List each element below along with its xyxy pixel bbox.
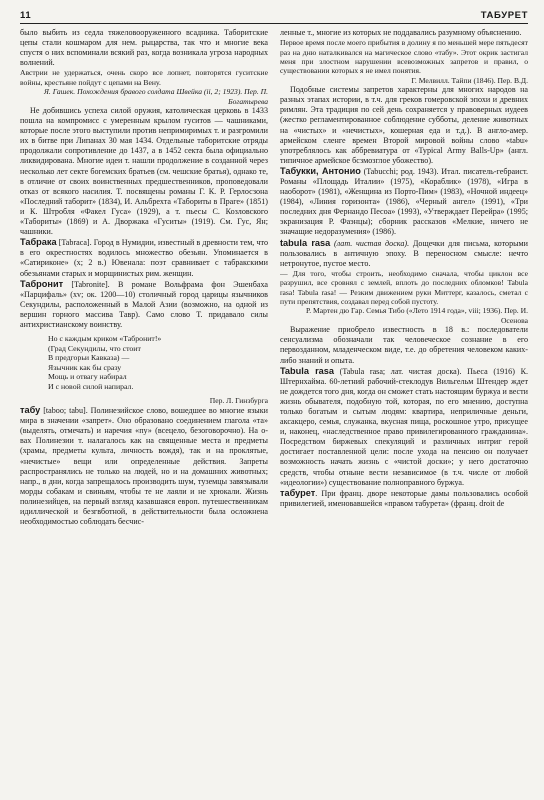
entry-tabula-rasa — [280, 238, 528, 269]
verse-line: (Град Секундилы, что стоит — [48, 343, 141, 353]
verse-line: Мощь и отвагу набирал — [48, 372, 127, 382]
quotation-source: Г. Мелвилл. Тайпи (1846). Пер. В.Д. — [411, 75, 528, 85]
verse-line: Но с каждым криком «Табронит!» — [48, 334, 162, 344]
quotation: — Для того, чтобы строить, необходимо сначала, чтобы циклон все разрушил, все сровнял с землей, вплоть до последних обломков! Tabula rasa! Tabula rasa! — Резким движением руки Миттерг, казалось, сметал с пути препятствия, создавал перед собой пустоту. — [280, 268, 528, 307]
running-header — [20, 10, 528, 24]
entry-text: Дощечки для письма, которыми пользовались в античную эпоху. В переносном смысле: нечто нетронутое, пустое место. — [280, 238, 528, 268]
entry-tabula-rasa-play — [280, 366, 528, 488]
entry-text: [Tabronite]. В романе Вольфрама фон Эшенбаха «Парцифаль» (xv; ок. 1200—10) столичный город царицы язычников Секундилы, расположенный в Малой Азии (возможно, на одной из вершин горного массива Тавр). Само слово Т. придавало силы антихристианскому воинству. — [20, 279, 268, 329]
entry-tabraka — [20, 237, 268, 278]
entry-tabu — [20, 405, 268, 527]
entry-text: [Tabraca]. Город в Нумидии, известный в древности тем, что в его окрестностях водилось множество обезьян. Упоминается в «Сатириконе» (х; 2 в.) Ювенала: поэт сравнивает с табракскими обезьянами старых и морщинистых рим. женщин. — [20, 238, 268, 278]
entry-text: [taboo; tabu]. Полинезийское слово, вошедшее во многие языки мира в значении «запрет». Оно образовано соединением глагола «та» (выделять, отмечать) и наречия «пу» (всецело, безоговорочно). На о-вах Полинезии т. налагалось как на священные места и предметы (храмы, предметы культа, личность вождя), так и на проклятые, «нечистые» вещи или определенные действия. Запреты распространялись не только на людей, но и на домашних животных; напр., в дни, когда запрещалось производить шум, туземцы завязывали морды собакам и свиньям, чтобы те не лаяли и не хрюкали. Жизнь полинезийцев, на первый взгляд казавшаяся европ. путешественникам идиллической и безгвботной, в действительности была осложнена необходимостью соблюдать бесчис- — [20, 406, 268, 527]
verse-quotation — [48, 334, 268, 392]
entry-tabucchi — [280, 166, 528, 238]
body-paragraph: Не добившись успеха силой оружия, католическая церковь в 1433 пошла на компромисс с умеренным крылом гуситов — чашниками, которые после этого выступили против непримиримых т. и разгромили их в битве при Липанах 30 мая 1434. Отдельные таборитские отряды продолжали сопротивление до 1437, а в 1452 секта была официально ликвидирована. Многие идеи т. нашли продолжение в созданной через несколько лет секте богемских братьев (см. чешские братья), однако те, в отличие от своих воинственных предшественников, проповедовали отказ от всякого насилия. Т. посвящены романы Г. К. Р. Герлосзона «Последний таборит» (1834), И. Альбрехта «Табориты в Праге» (1851) и К. Штробля «Факел Гуса» (1929), а т. пьесы С. Козловского «Табориты» (1869) и А. Дворжака «Гуситы» (1919). См. Гус, Ян; чашники. — [20, 106, 268, 237]
verse-line: В предгорьи Кавказа) — — [48, 353, 130, 363]
headword: Табронит — [20, 278, 64, 289]
quotation-source: Р. Мартен дю Гар. Семья Тибо («Лето 1914 года», viii; 1936). Пер. И. Осенова — [305, 306, 528, 325]
entry-text: (Tabucchi; род. 1943). Итал. писатель-гебраист. Романы «Площадь Италии» (1975), «Кораблик» (1978), «Игра в наоборот» (1981), «Женщина из Порто-Пим» (1983), «Ночной индеец» (1984), «Линия горизонта» (1986), «Черный ангел» (1991), «Три последних дня Фернандо Песоа» (1993), «Утверждает Перейра» (1995; экранизация Р. Фаэнцы); сборник рассказов «Мелкие, ничего не значащие недоразумения» (1986). — [280, 166, 528, 237]
headword: табу — [20, 405, 41, 416]
right-column — [280, 28, 528, 800]
continued-paragraph: ленные т., многие из которых не поддавались разумному объяснению. — [280, 28, 522, 37]
body-paragraph: Подобные системы запретов характерны для многих народов на разных этапах истории, в т.ч. для греков гомеровской эпохи и древних римлян. Эта традиция по сей день сохраняется у правоверных иудеев (жестко регламентированное соблюдение субботы, деление животных на «чистых» и «нечистых», кошерная еда и т.д.). В англо-амер. армейском сленге времен Второй мировой войны слово «tabu» употреблялось как аббревиатура от «Typical Army Balls-Up» (англ. типичное армейское бсзмозглое убожество). — [280, 85, 528, 165]
quotation-source: Я. Гашек. Похождения бравого солдата Швейка (ii, 2; 1923). Пер. П. Богатырева — [43, 87, 268, 106]
quotation: Австрии не удержаться, очень скоро все лопнет, повторятся гуситские войны, крестьяне пойдут с цепами на Вену. — [20, 68, 268, 87]
verse-line: Язычник как бы сразу — [48, 362, 122, 372]
headword: Табукки, Антонио — [280, 165, 361, 176]
verse-source: Пер. Л. Гинзбурга — [209, 395, 268, 405]
continued-paragraph: было выбить из седла тяжеловооруженного всадника. Таборитские цепы стали кошмаром для нем. рыцарства, так что и многие века спустя о них вспоминали всякий раз, когда возникала угроза народных волнений. — [20, 28, 268, 68]
text-columns — [20, 28, 528, 800]
headword: Табрака — [20, 237, 57, 248]
page-number: 11 — [20, 10, 32, 21]
left-column — [20, 28, 268, 800]
entry-taburet — [280, 488, 528, 509]
running-head: ТАБУРЕТ — [480, 10, 528, 21]
entry-tabronit — [20, 279, 268, 330]
entry-language-note: (лат. чистая доска). — [333, 238, 410, 248]
entry-text: . При франц. дворе некоторые дамы пользовались особой привилегией, именовавшейся «правом табурета» (франц. droit de — [280, 488, 528, 508]
quotation: Первое время после моего прибытия в долину я по меньшей мере пятьдесят раз на дню наталкивался на магическое слово «табу». Этот окрик застигал меня при злостном нарушении всевозможных запретов и правил, о существовании которых я не имел понятия. — [280, 38, 528, 76]
headword: tabula rasa — [280, 237, 331, 248]
headword: Tabula rasa — [280, 365, 334, 376]
entry-text: (Tabula rasa; лат. чистая доска). Пьеса (1916) К. Штернхайма. 60-летний рабочий-стеклодув Вильгельм Штендер ждет не дождется того дня, когда он сможет стать настоящим буржуа и вести жизнь обывателя, подобную той, которая, по его мнению, доступна только богатым и сытым людям: квартира, неприличные деньги, аксакцеро, семья, служанка, вкусная пища, роскошное утро, присущее и, наконец, «наследственное право привилегированного гражданина». Посредством биржевых спекуляций и различных интриг герой достигает поставленной цели: после ухода на пенсию он получает возможность начать жизнь с «чистой доски»; у него достаточно средств, чтобы отныне вести независимое (в т.ч. числе от любой «идеологии») существование полноправного буржуа. — [280, 366, 528, 487]
verse-line: И с новой силой напирал. — [48, 382, 134, 392]
body-paragraph: Выражение приобрело известность в 18 в.: последователи сенсуализма обозначали так человеческое сознание в его первозданном, младенческом виде, т.е. до обретения человеком каких-либо знаний и опыта. — [280, 325, 528, 365]
headword: табурет — [280, 487, 316, 498]
